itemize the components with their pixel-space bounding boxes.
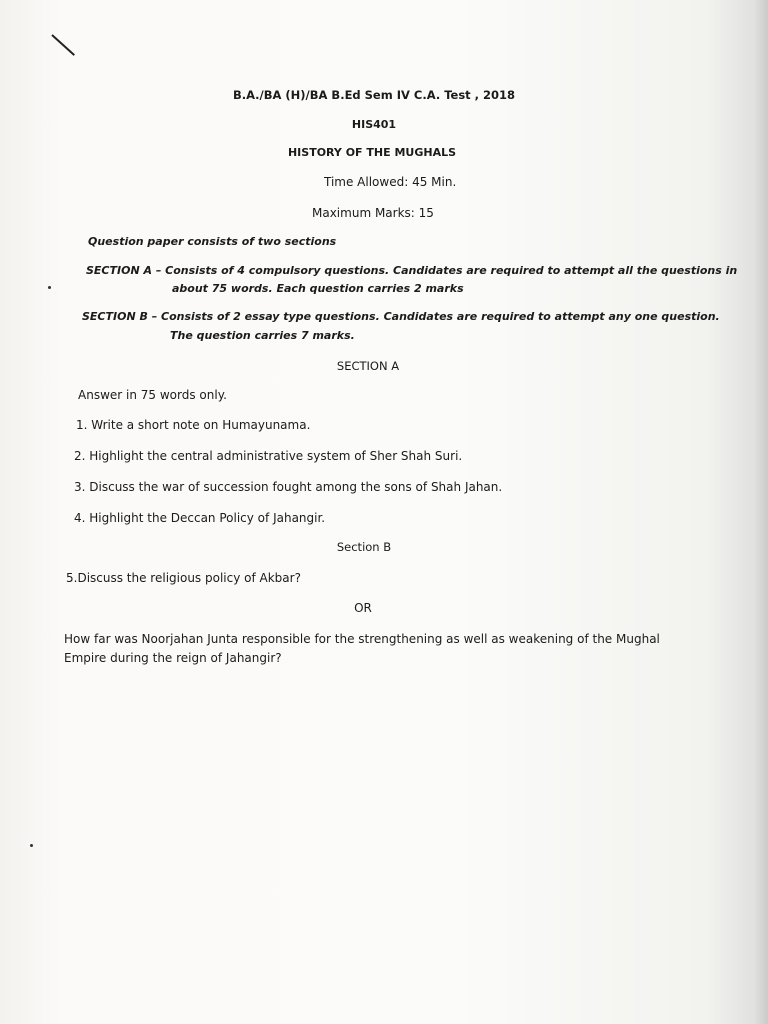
question-3: 3. Discuss the war of succession fought among the sons of Shah Jahan. bbox=[74, 480, 503, 494]
section-a-heading: SECTION A bbox=[336, 359, 400, 373]
section-b-instruction-line1: SECTION B – Consists of 2 essay type questions. Candidates are required to attempt any one question. bbox=[82, 310, 720, 323]
time-allowed: Time Allowed: 45 Min. bbox=[324, 175, 457, 189]
or-separator: OR bbox=[354, 601, 372, 615]
scan-speck bbox=[30, 844, 33, 847]
section-a-instruction-line1: SECTION A – Consists of 4 compulsory questions. Candidates are required to attempt all the questions in bbox=[86, 264, 738, 277]
section-a-instruction-line2: about 75 words. Each question carries 2 marks bbox=[172, 282, 464, 295]
question-4: 4. Highlight the Deccan Policy of Jahangir. bbox=[74, 511, 326, 525]
scan-speck bbox=[48, 286, 51, 289]
section-b-heading: Section B bbox=[336, 540, 392, 554]
question-2: 2. Highlight the central administrative system of Sher Shah Suri. bbox=[74, 449, 463, 463]
course-line: B.A./BA (H)/BA B.Ed Sem IV C.A. Test , 2018 bbox=[232, 88, 516, 102]
section-a-note: Answer in 75 words only. bbox=[78, 388, 227, 402]
question-5-alt-line2: Empire during the reign of Jahangir? bbox=[64, 651, 282, 665]
paper-title: HISTORY OF THE MUGHALS bbox=[287, 146, 457, 159]
question-5: 5.Discuss the religious policy of Akbar? bbox=[66, 571, 301, 585]
question-5-alt-line1: How far was Noorjahan Junta responsible for the strengthening as well as weakening of the Mughal bbox=[64, 632, 660, 646]
section-b-instruction-line2: The question carries 7 marks. bbox=[170, 329, 355, 342]
question-1: 1. Write a short note on Humayunama. bbox=[76, 418, 311, 432]
maximum-marks: Maximum Marks: 15 bbox=[312, 206, 434, 220]
sections-intro: Question paper consists of two sections bbox=[88, 235, 337, 248]
page-edge-shadow bbox=[754, 0, 768, 1024]
course-code: HIS401 bbox=[351, 118, 397, 131]
pen-mark bbox=[51, 34, 75, 56]
